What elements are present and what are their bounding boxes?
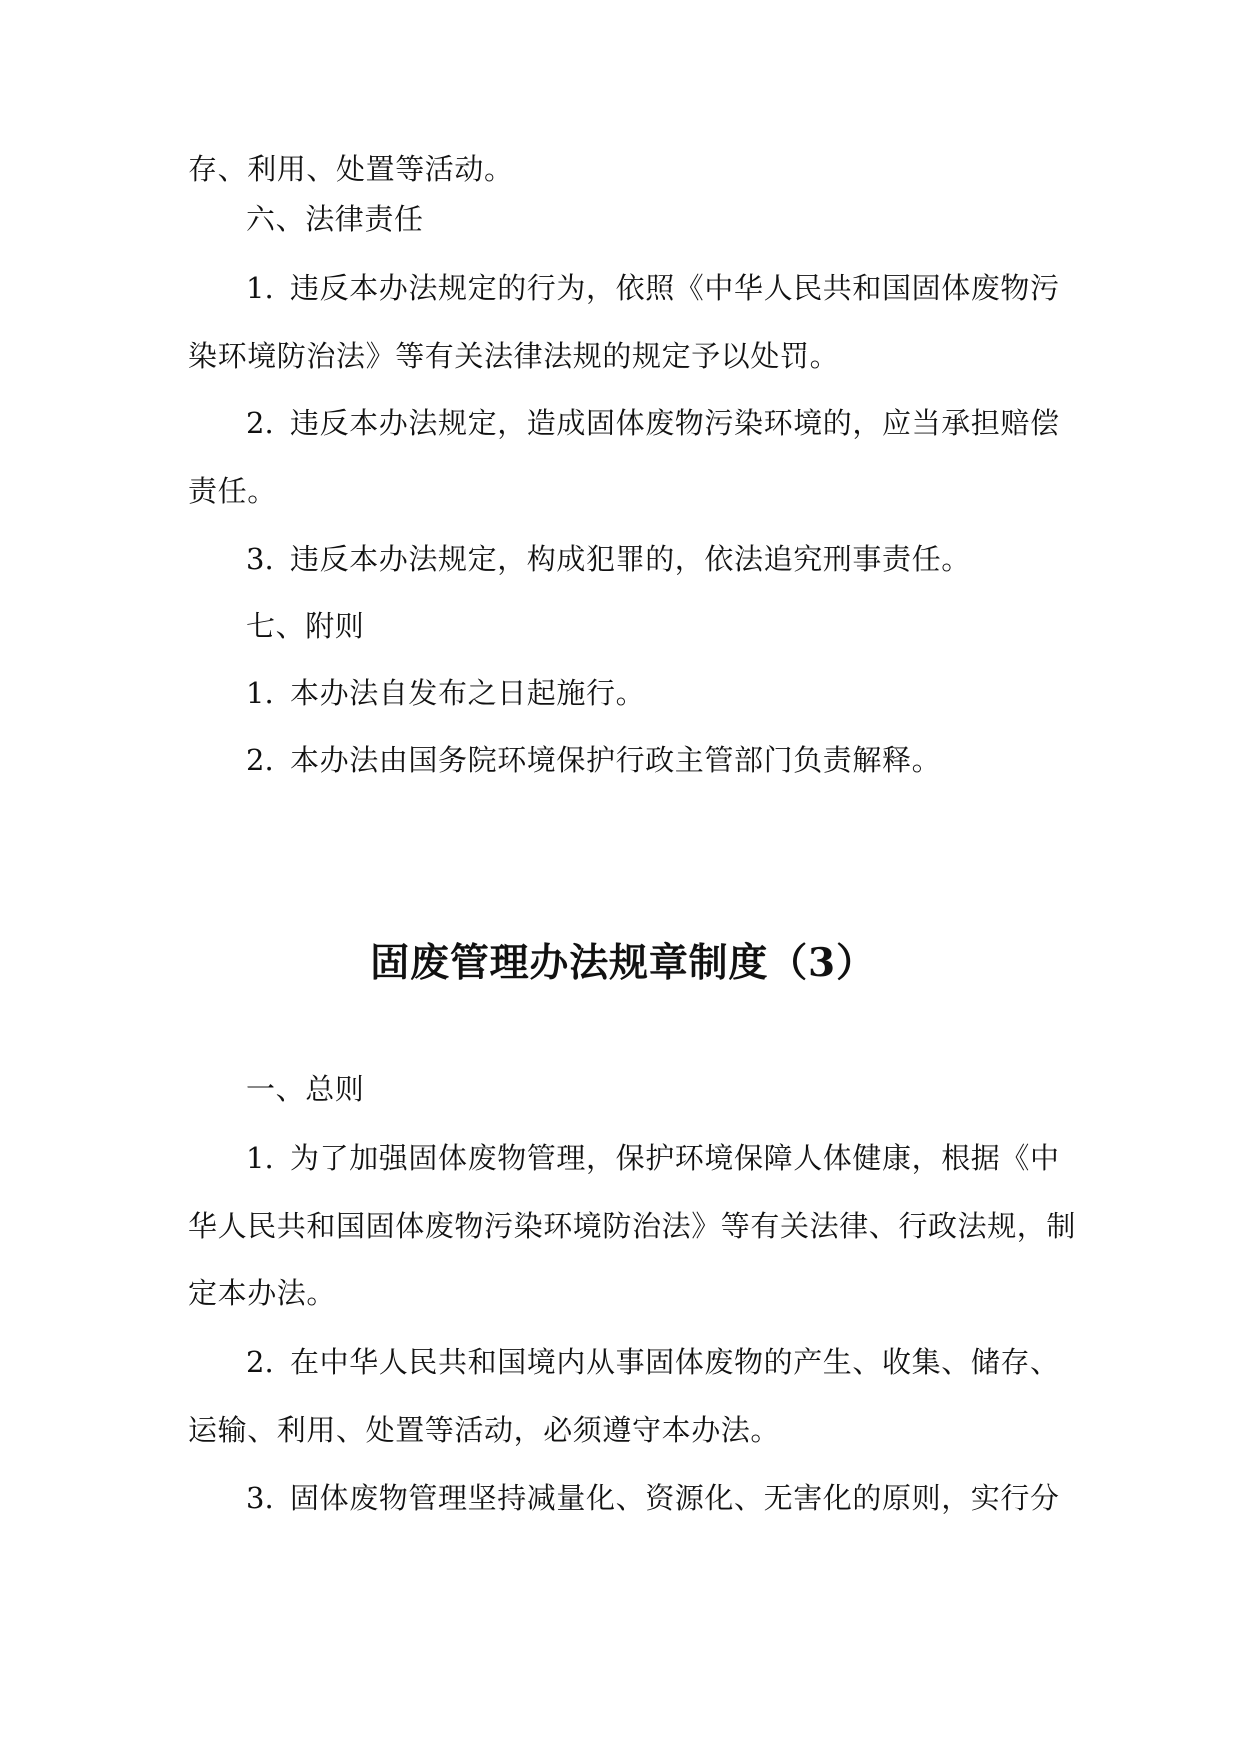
continued-text-line: 存、利用、处置等活动。	[188, 152, 514, 186]
item-text: 固体废物管理坚持减量化、资源化、无害化的原则，实行分	[290, 1481, 1060, 1515]
general-item-1-line-3: 定本办法。	[188, 1276, 337, 1310]
item-text: 本办法自发布之日起施行。	[290, 676, 646, 710]
legal-liability-item-3-line-1	[246, 539, 1058, 579]
item-text: 本办法由国务院环境保护行政主管部门负责解释。	[290, 743, 942, 777]
item-number: 3.	[246, 542, 274, 576]
item-number: 1.	[246, 676, 274, 710]
item-number: 2.	[246, 743, 274, 777]
document-title: 固废管理办法规章制度（3）	[370, 940, 876, 986]
item-number: 1.	[246, 271, 274, 305]
legal-liability-item-1-line-1	[246, 268, 1058, 308]
item-text: 在中华人民共和国境内从事固体废物的产生、收集、储存、	[290, 1345, 1060, 1379]
legal-liability-item-2-line-2: 责任。	[188, 474, 277, 508]
legal-liability-item-1-line-2: 染环境防治法》等有关法律法规的规定予以处罚。	[188, 339, 840, 373]
item-text: 违反本办法规定，构成犯罪的，依法追究刑事责任。	[290, 542, 971, 576]
supplementary-item-1	[246, 673, 1058, 713]
item-text: 为了加强固体废物管理，保护环境保障人体健康，根据《中	[290, 1141, 1060, 1175]
item-number: 2.	[246, 1345, 274, 1379]
general-item-1-line-2: 华人民共和国固体废物污染环境防治法》等有关法律、行政法规，制	[188, 1209, 1077, 1243]
general-item-3-line-1	[246, 1478, 1058, 1518]
section-heading-supplementary: 七、附则	[246, 609, 365, 643]
item-text: 违反本办法规定的行为，依照《中华人民共和国固体废物污	[290, 271, 1060, 305]
section-heading-general-provisions: 一、总则	[246, 1072, 365, 1106]
item-text: 违反本办法规定，造成固体废物污染环境的，应当承担赔偿	[290, 406, 1060, 440]
legal-liability-item-2-line-1	[246, 403, 1058, 443]
item-number: 2.	[246, 406, 274, 440]
general-item-1-line-1	[246, 1138, 1058, 1178]
general-item-2-line-2: 运输、利用、处置等活动，必须遵守本办法。	[188, 1413, 781, 1447]
item-number: 3.	[246, 1481, 274, 1515]
section-heading-legal-liability: 六、法律责任	[246, 202, 424, 236]
item-number: 1.	[246, 1141, 274, 1175]
supplementary-item-2	[246, 740, 1058, 780]
general-item-2-line-1	[246, 1342, 1058, 1382]
